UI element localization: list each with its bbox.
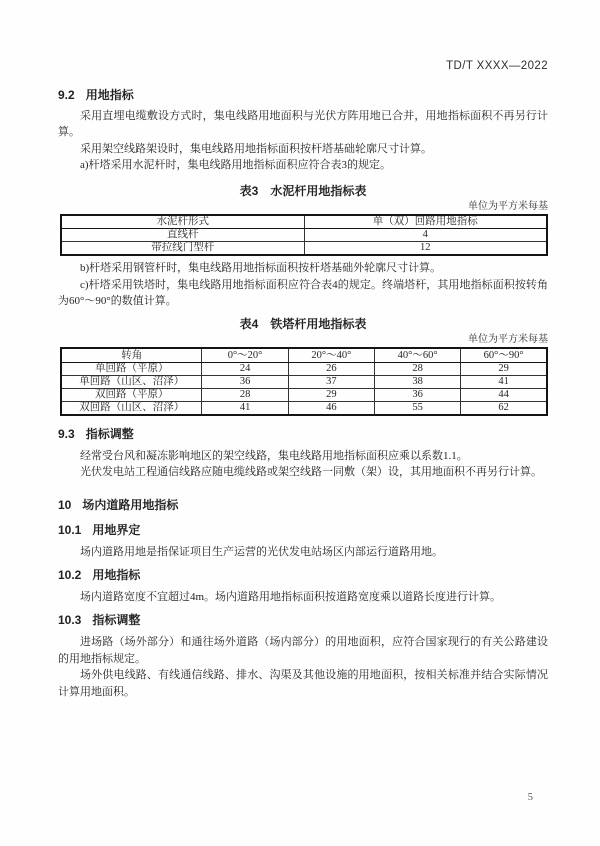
- section-title: 指标调整: [85, 426, 134, 441]
- table-cell: 28: [202, 388, 288, 401]
- paragraph: 采用架空线路架设时，集电线路用地指标面积按杆塔基础轮廓尺寸计算。: [80, 142, 432, 155]
- section-heading-9-3: [58, 427, 548, 441]
- paragraph: 场外供电线路、有线通信线路、排水、沟渠及其他设施的用地面积，按相关标准并结合实际情况计算用地面积。: [58, 669, 548, 698]
- table-cell: 29: [288, 388, 374, 401]
- section-title: 用地指标: [92, 568, 141, 583]
- table-row: [61, 388, 547, 401]
- column-header: 60°～90°: [461, 348, 547, 362]
- table-cell: 38: [374, 375, 460, 388]
- cement-pole-land-use-table: [60, 214, 548, 257]
- column-header: 40°～60°: [374, 348, 460, 362]
- paragraph: 场内道路宽度不宜超过4m。场内道路用地指标面积按道路宽度乘以道路长度进行计算。: [80, 591, 502, 604]
- table-cell: 46: [288, 401, 374, 415]
- section-number: 9.2: [58, 88, 75, 102]
- table-cell: 36: [374, 388, 460, 401]
- section-number: 10: [58, 497, 72, 512]
- section-title: 用地界定: [92, 522, 141, 537]
- section-heading-9-2: [58, 88, 548, 102]
- table4-unit-note: 单位为平方米每基: [468, 334, 548, 346]
- table-cell: 24: [202, 362, 288, 375]
- table-cell: 4: [304, 229, 547, 242]
- table4-title: 铁塔杆用地指标表: [270, 317, 367, 332]
- section-title: 场内道路用地指标: [82, 497, 179, 512]
- section-number: 9.3: [58, 426, 75, 441]
- section-9-2-body: [58, 108, 548, 174]
- table-cell: 44: [461, 388, 547, 401]
- page-content: [58, 0, 548, 700]
- section-10-2-body: [58, 589, 548, 605]
- paragraph: 进场路（场外部分）和通往场外道路（场内部分）的用地面积，应符合国家现行的有关公路建设的用地指标规定。: [58, 636, 548, 665]
- section-heading-10-2: [58, 568, 548, 582]
- paragraph: 光伏发电站工程通信线路应随电缆线路或架空线路一同敷（架）设，其用地面积不再另行计算。: [80, 466, 542, 479]
- table-row: [61, 401, 547, 415]
- column-header: 20°～40°: [288, 348, 374, 362]
- table4-caption: [58, 317, 548, 331]
- section-number: 10.2: [58, 568, 82, 583]
- page-number: 5: [527, 792, 533, 803]
- section-title: 指标调整: [92, 613, 141, 628]
- row-label: 双回路（山区、沼泽）: [61, 401, 202, 415]
- paragraph: 经常受台风和凝冻影响地区的架空线路，集电线路用地指标面积应乘以系数1.1。: [80, 449, 468, 462]
- table-header-row: [61, 215, 547, 229]
- section-9-2-items: [58, 260, 548, 309]
- section-number: 10.3: [58, 613, 82, 628]
- table-cell: 37: [288, 375, 374, 388]
- table-row: [61, 375, 547, 388]
- column-header: 0°～20°: [202, 348, 288, 362]
- list-item-c: c)杆塔采用铁塔时，集电线路用地指标面积应符合表4的规定。终端塔杆，其用地指标面积按转角为60°～90°的数值计算。: [58, 278, 548, 307]
- table-cell: 28: [374, 362, 460, 375]
- table-cell: 41: [461, 375, 547, 388]
- section-title: 用地指标: [85, 88, 134, 102]
- table3-title: 水泥杆用地指标表: [270, 183, 367, 198]
- table-row: [61, 229, 547, 242]
- column-header: 转角: [61, 348, 202, 362]
- document-code-header: TD/T XXXX—2022: [446, 60, 548, 72]
- table-cell: 36: [202, 375, 288, 388]
- row-label: 单回路（平原）: [61, 362, 202, 375]
- iron-tower-land-use-table: [60, 347, 548, 416]
- section-10-3-body: [58, 634, 548, 700]
- table4-number: 表4: [239, 317, 259, 332]
- row-label: 单回路（山区、沼泽）: [61, 375, 202, 388]
- section-9-3-body: [58, 448, 548, 481]
- section-heading-10-1: [58, 523, 548, 537]
- column-header: 单（双）回路用地指标: [304, 215, 547, 229]
- table-row: [61, 362, 547, 375]
- paragraph: 采用直埋电缆敷设方式时，集电线路用地面积与光伏方阵用地已合并，用地指标面积不再另行计算。: [58, 110, 548, 139]
- table3-number: 表3: [239, 183, 259, 198]
- table-cell: 12: [304, 242, 547, 256]
- section-10-1-body: [58, 544, 548, 560]
- section-number: 10.1: [58, 522, 82, 537]
- table-cell: 41: [202, 401, 288, 415]
- row-label: 带拉线门型杆: [61, 242, 304, 256]
- table3-caption: [58, 184, 548, 198]
- table-row: [61, 242, 547, 256]
- table-cell: 26: [288, 362, 374, 375]
- section-heading-10-3: [58, 613, 548, 627]
- table3-unit-note: 单位为平方米每基: [468, 200, 548, 212]
- table-cell: 29: [461, 362, 547, 375]
- table-header-row: [61, 348, 547, 362]
- row-label: 双回路（平原）: [61, 388, 202, 401]
- chapter-heading-10: [58, 498, 548, 512]
- paragraph: 场内道路用地是指保证项目生产运营的光伏发电站场区内部运行道路用地。: [80, 545, 443, 558]
- table-cell: 62: [461, 401, 547, 415]
- list-item-b: b)杆塔采用钢管杆时，集电线路用地指标面积按杆塔基础外轮廓尺寸计算。: [80, 262, 442, 275]
- row-label: 直线杆: [61, 229, 304, 242]
- column-header: 水泥杆形式: [61, 215, 304, 229]
- list-item-a: a)杆塔采用水泥杆时，集电线路用地指标面积应符合表3的规定。: [80, 159, 392, 172]
- table-cell: 55: [374, 401, 460, 415]
